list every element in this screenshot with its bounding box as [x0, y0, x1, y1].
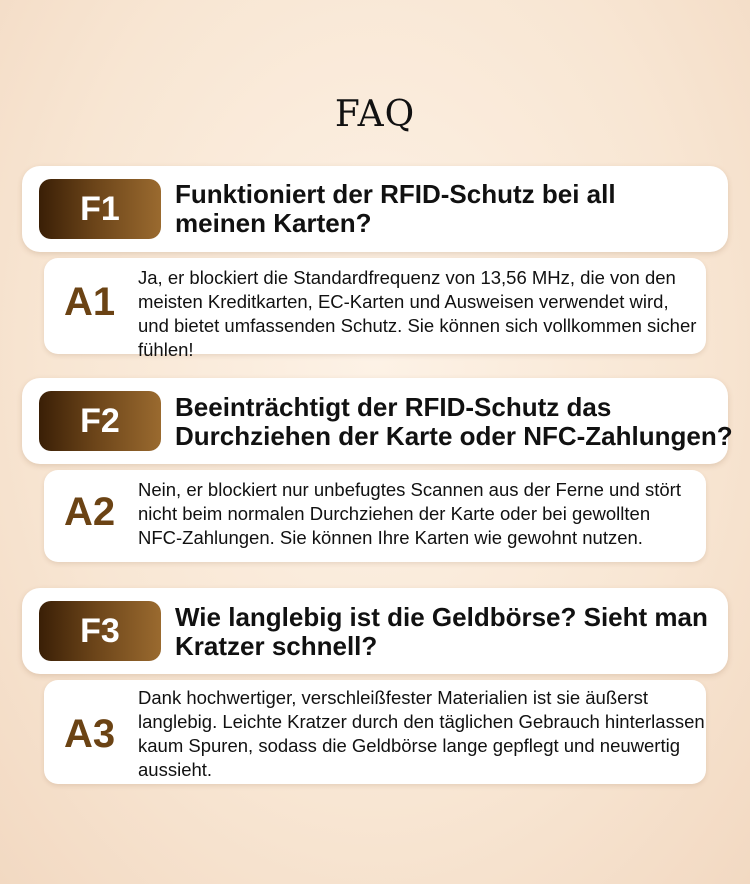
question-text-1: [175, 180, 616, 238]
answer-card-2: [44, 470, 706, 562]
answer-2-line-3: NFC-Zahlungen. Sie können Ihre Karten wie gewohnt nutzen.: [138, 527, 643, 548]
question-card-2: [22, 378, 733, 464]
answer-badge-1: A1: [64, 280, 116, 324]
answer-1-line-1: Ja, er blockiert die Standardfrequenz von 13,56 MHz, die von den: [138, 267, 676, 288]
answer-badge-2: A2: [64, 490, 116, 534]
answer-3-line-1: Dank hochwertiger, verschleißfester Materialien ist sie äußerst: [138, 687, 648, 708]
answer-1-line-2: meisten Kreditkarten, EC-Karten und Ausweisen verwendet wird,: [138, 291, 669, 312]
answer-text-2: [138, 478, 681, 550]
answer-2-line-1: Nein, er blockiert nur unbefugtes Scannen aus der Ferne und stört: [138, 479, 681, 500]
answer-text-1: [138, 266, 696, 362]
answer-2-line-2: nicht beim normalen Durchziehen der Karte oder bei gewollten: [138, 503, 651, 524]
answer-1-line-4: fühlen!: [138, 339, 194, 360]
answer-badge-3: A3: [64, 712, 116, 756]
answer-3-line-2: langlebig. Leichte Kratzer durch den täglichen Gebrauch hinterlassen: [138, 711, 705, 732]
question-2-line-1: Beeinträchtigt der RFID-Schutz das: [175, 392, 612, 422]
answer-3-line-3: kaum Spuren, sodass die Geldbörse lange gepflegt und neuwertig: [138, 735, 680, 756]
question-3-line-1: Wie langlebig ist die Geldbörse? Sieht man: [175, 602, 708, 632]
page-title: FAQ: [334, 94, 416, 135]
question-badge-1: F1: [39, 179, 161, 239]
answer-card-1: [44, 258, 706, 360]
question-2-line-2: Durchziehen der Karte oder NFC-Zahlungen?: [175, 421, 733, 451]
question-badge-3: F3: [39, 601, 161, 661]
answer-text-3: [138, 686, 705, 782]
question-badge-2: F2: [39, 391, 161, 451]
question-text-3: [175, 603, 708, 661]
question-3-line-2: Kratzer schnell?: [175, 631, 378, 661]
answer-1-line-3: und bietet umfassenden Schutz. Sie können sich vollkommen sicher: [138, 315, 697, 336]
question-1-line-2: meinen Karten?: [175, 208, 372, 238]
question-card-3: [22, 588, 728, 674]
question-text-2: [175, 393, 733, 451]
question-1-line-1: Funktioniert der RFID-Schutz bei all: [175, 179, 616, 209]
question-card-1: [22, 166, 728, 252]
answer-card-3: [44, 680, 706, 784]
answer-3-line-4: aussieht.: [138, 759, 213, 780]
